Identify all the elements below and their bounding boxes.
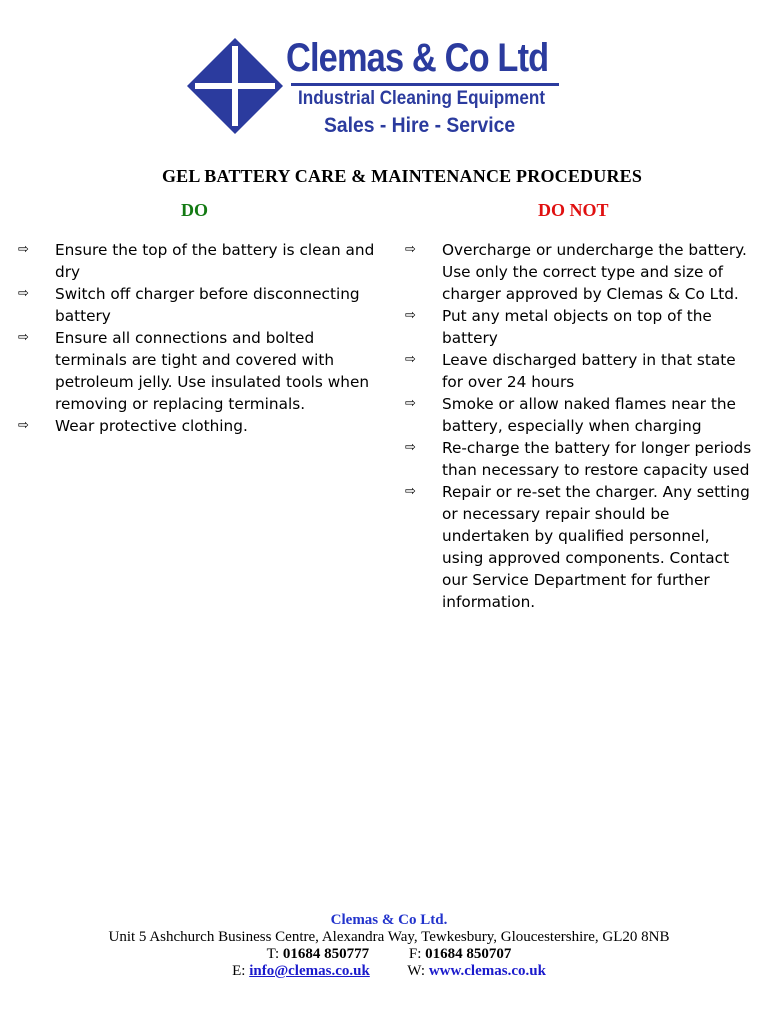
logo-tagline: Industrial Cleaning Equipment (298, 88, 546, 109)
tel-label: T: (266, 946, 280, 962)
email-link[interactable]: info@clemas.co.uk (249, 963, 370, 979)
fax-label: F: (408, 946, 422, 962)
list-item-text: Leave discharged battery in that state for over 24 hours (442, 351, 736, 391)
list-item (18, 283, 380, 327)
list-item-text: Overcharge or undercharge the battery. Use only the correct type and size of charger approved by Clemas & Co Ltd. (442, 241, 747, 303)
logo-services: Sales - Hire - Service (324, 114, 516, 137)
list-item-text: Re-charge the battery for longer periods than necessary to restore capacity used (442, 439, 752, 479)
list-item (405, 481, 755, 613)
do-heading: DO (181, 200, 208, 220)
arrow-icon: ⇨ (405, 396, 416, 411)
do-not-list (405, 239, 755, 613)
web-label: W: (407, 963, 426, 979)
footer-phone-line (0, 946, 768, 963)
list-item (18, 415, 380, 437)
arrow-icon: ⇨ (405, 484, 416, 499)
company-logo (183, 36, 573, 136)
arrow-icon: ⇨ (18, 418, 29, 433)
list-item-text: Wear protective clothing. (55, 417, 248, 435)
list-item (405, 349, 755, 393)
logo-company-name: Clemas & Co Ltd (286, 36, 549, 80)
list-item (405, 239, 755, 305)
list-item (405, 393, 755, 437)
arrow-icon: ⇨ (18, 242, 29, 257)
do-not-heading: DO NOT (538, 200, 609, 220)
list-item-text: Ensure all connections and bolted terminals are tight and covered with petroleum jelly. Use insulated tools when removing or replacing terminals. (55, 329, 370, 413)
document-title: GEL BATTERY CARE & MAINTENANCE PROCEDURES (161, 166, 643, 186)
logo-diamond-icon (183, 36, 287, 136)
footer-company-name: Clemas & Co Ltd. (330, 912, 448, 928)
list-item (18, 239, 380, 283)
list-item (405, 305, 755, 349)
do-list (18, 239, 380, 437)
list-item-text: Switch off charger before disconnecting battery (55, 285, 360, 325)
list-item-text: Ensure the top of the battery is clean and dry (55, 241, 375, 281)
fax-number: 01684 850707 (425, 946, 512, 962)
arrow-icon: ⇨ (18, 286, 29, 301)
list-item-text: Smoke or allow naked flames near the battery, especially when charging (442, 395, 736, 435)
website-link[interactable]: www.clemas.co.uk (428, 963, 546, 979)
tel-number: 01684 850777 (282, 946, 370, 962)
arrow-icon: ⇨ (18, 330, 29, 345)
logo-divider (291, 83, 559, 86)
arrow-icon: ⇨ (405, 242, 416, 257)
list-item-text: Put any metal objects on top of the battery (442, 307, 712, 347)
email-label: E: (232, 963, 246, 979)
arrow-icon: ⇨ (405, 308, 416, 323)
arrow-icon: ⇨ (405, 440, 416, 455)
footer-contact (0, 912, 768, 980)
list-item (18, 327, 380, 415)
list-item (405, 437, 755, 481)
list-item-text: Repair or re-set the charger. Any setting or necessary repair should be undertaken by qualified personnel, using approved components. Contact our Service Department for further information. (442, 483, 750, 611)
footer-web-line (0, 963, 768, 980)
arrow-icon: ⇨ (405, 352, 416, 367)
footer-address: Unit 5 Ashchurch Business Centre, Alexandra Way, Tewkesbury, Gloucestershire, GL20 8NB (108, 929, 670, 945)
